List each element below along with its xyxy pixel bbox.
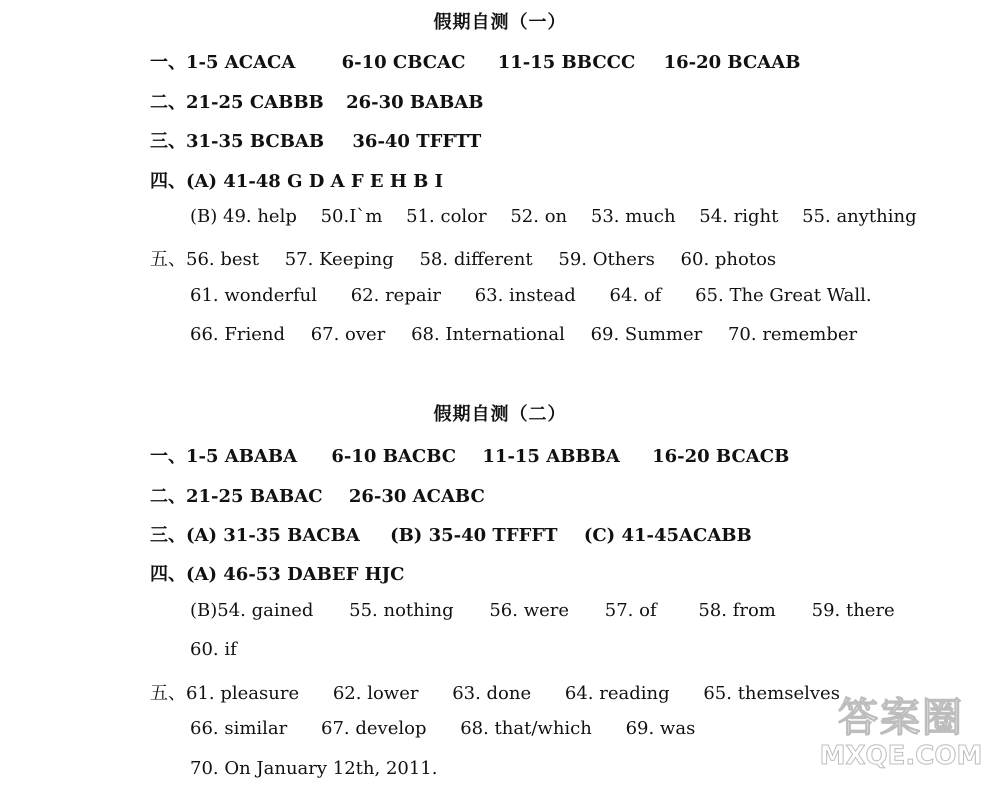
section-1-title: 假期自测（一） xyxy=(433,12,567,33)
answer-item: 51. color xyxy=(406,206,487,227)
s1-line-6 xyxy=(150,245,776,271)
section-2-title: 假期自测（二） xyxy=(433,404,567,425)
answer-item: 61. wonderful xyxy=(190,285,317,306)
s2-line-4 xyxy=(150,560,405,586)
answer-item: 60. if xyxy=(190,639,237,660)
s1-line-1 xyxy=(150,48,800,74)
s2-line-2 xyxy=(150,482,485,508)
answer-group: 11-15 ABBBA xyxy=(482,446,620,467)
s1-line-7 xyxy=(190,285,872,306)
answer-group: 三、(A) 31-35 BACBA xyxy=(150,525,360,546)
answer-item: 69. Summer xyxy=(590,324,703,345)
answer-group: (B) 35-40 TFFFT xyxy=(390,525,558,546)
answer-item: 67. over xyxy=(310,324,386,345)
answer-item: 55. nothing xyxy=(349,600,454,621)
s2-line-1 xyxy=(150,442,789,468)
answer-item: (B)54. gained xyxy=(190,600,314,621)
answer-group: 36-40 TFFTT xyxy=(352,131,482,152)
answer-group: 二、21-25 CABBB xyxy=(150,92,324,113)
answer-group: 26-30 ACABC xyxy=(348,486,485,507)
answer-group: 三、31-35 BCBAB xyxy=(150,131,325,152)
answer-item: 66. Friend xyxy=(190,324,285,345)
answer-item: 70. On January 12th, 2011. xyxy=(190,758,438,779)
answer-item: 70. remember xyxy=(727,324,858,345)
answer-item: 58. from xyxy=(698,600,776,621)
answer-item: 68. International xyxy=(411,324,565,345)
answer-item: 59. there xyxy=(811,600,895,621)
answer-item: 59. Others xyxy=(558,249,655,270)
answer-group: 16-20 BCAAB xyxy=(663,52,801,73)
answer-item: 68. that/which xyxy=(460,718,592,739)
answer-item: 69. was xyxy=(625,718,696,739)
answer-group: 6-10 CBCAC xyxy=(341,52,466,73)
answer-item: 55. anything xyxy=(802,206,917,227)
answer-group: 二、21-25 BABAC xyxy=(150,486,323,507)
answer-group: 一、1-5 ABABA xyxy=(150,446,298,467)
answer-item: 56. were xyxy=(489,600,570,621)
s1-line-3 xyxy=(150,127,481,153)
answer-item: 54. right xyxy=(699,206,779,227)
answer-item: 65. themselves xyxy=(703,683,840,704)
answer-item: 62. repair xyxy=(350,285,441,306)
answer-group: 26-30 BABAB xyxy=(346,92,484,113)
s2-line-5 xyxy=(190,600,895,621)
answer-item: 60. photos xyxy=(680,249,777,270)
s2-line-9 xyxy=(190,758,437,779)
s2-line-6 xyxy=(190,639,237,660)
answer-item: 66. similar xyxy=(190,718,288,739)
watermark-bottom-text: MXQE.COM xyxy=(819,741,983,771)
answer-item: 57. of xyxy=(604,600,657,621)
answer-item: 57. Keeping xyxy=(284,249,394,270)
s1-line-8 xyxy=(190,324,857,345)
answer-item: 五、56. best xyxy=(150,249,259,270)
answer-item: 63. instead xyxy=(474,285,576,306)
s2-line-3 xyxy=(150,521,752,547)
answer-item: 52. on xyxy=(510,206,568,227)
answer-group: 四、(A) 46-53 DABEF HJC xyxy=(150,564,405,585)
answer-item: 64. reading xyxy=(564,683,670,704)
s1-line-5 xyxy=(190,206,917,227)
answer-item: 五、61. pleasure xyxy=(150,683,300,704)
answer-item: (B) 49. help xyxy=(190,206,297,227)
s1-line-2 xyxy=(150,88,483,114)
answer-item: 63. done xyxy=(452,683,532,704)
s1-line-4 xyxy=(150,167,443,193)
answer-item: 62. lower xyxy=(332,683,419,704)
answer-item: 58. different xyxy=(419,249,533,270)
answer-item: 65. The Great Wall. xyxy=(695,285,872,306)
answer-group: 一、1-5 ACACA xyxy=(150,52,296,73)
answer-group: 16-20 BCACB xyxy=(652,446,790,467)
watermark-logo xyxy=(816,695,986,777)
answer-item: 53. much xyxy=(590,206,676,227)
answer-group: 四、(A) 41-48 G D A F E H B I xyxy=(150,171,444,192)
answer-item: 67. develop xyxy=(321,718,427,739)
s2-line-8 xyxy=(190,718,695,739)
answer-group: 6-10 BACBC xyxy=(331,446,457,467)
answer-item: 50.I`m xyxy=(320,206,383,227)
answer-item: 64. of xyxy=(609,285,662,306)
s2-line-7 xyxy=(150,679,840,705)
answer-group: (C) 41-45ACABB xyxy=(583,525,752,546)
watermark-top-text: 答案圈 xyxy=(838,695,964,741)
answer-group: 11-15 BBCCC xyxy=(497,52,636,73)
